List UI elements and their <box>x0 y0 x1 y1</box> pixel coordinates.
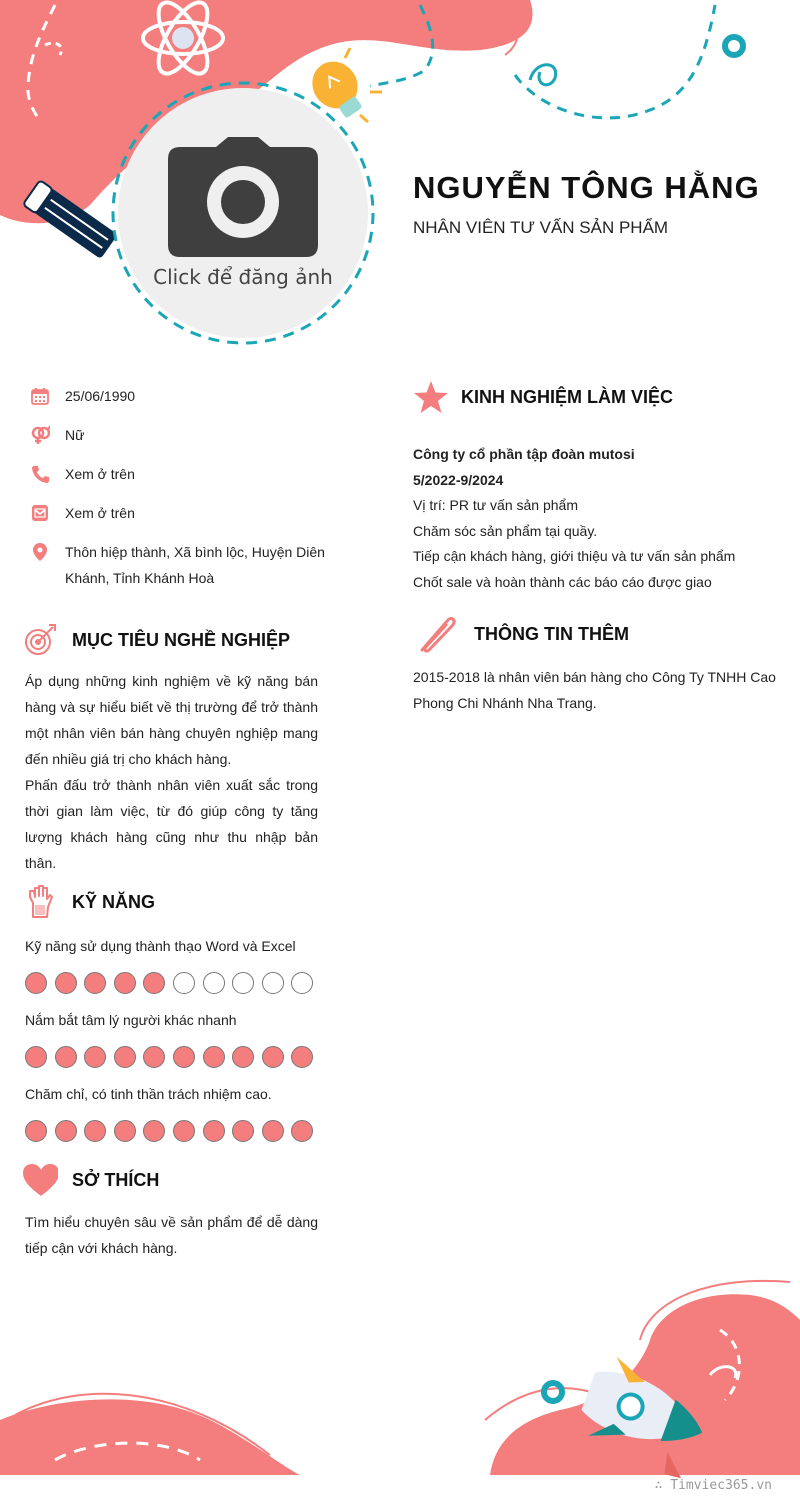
footer-decoration <box>0 1270 800 1502</box>
gender-icon <box>30 425 50 445</box>
objective-paragraph: Áp dụng những kinh nghiệm về kỹ năng bán hàng và sự hiểu biết về thị trường để trở thành một nhân viên bán hàng chuyên nghiệp mang đến nhiều giá trị cho khách hàng. <box>25 673 318 767</box>
contact-address <box>30 542 330 591</box>
objective-heading <box>22 622 290 658</box>
skill-rating-dot <box>55 972 77 994</box>
skill-rating-dot <box>84 972 106 994</box>
photo-upload[interactable] <box>118 88 368 338</box>
skill-rating-dot <box>173 972 195 994</box>
star-icon <box>413 379 449 415</box>
skill-rating-dot <box>262 1120 284 1142</box>
experience-body <box>413 442 783 595</box>
skill-rating-dot <box>114 1046 136 1068</box>
skills-heading <box>22 884 155 920</box>
skill-rating-dot <box>143 972 165 994</box>
skill-rating <box>25 1046 325 1068</box>
skill-rating-dot <box>262 972 284 994</box>
experience-line: Chăm sóc sản phẩm tại quầy. <box>413 522 598 539</box>
experience-line: Tiếp cận khách hàng, giới thiệu và tư vấn sản phẩm <box>413 548 736 564</box>
extra-heading <box>416 614 629 654</box>
location-pin-icon <box>30 542 50 562</box>
email-icon <box>30 503 50 523</box>
contact-gender <box>30 425 330 448</box>
skill-name: Kỹ năng sử dụng thành thạo Word và Excel <box>25 938 296 954</box>
skill-rating-dot <box>291 972 313 994</box>
skill-rating-dot <box>55 1046 77 1068</box>
skill-rating-dot <box>203 972 225 994</box>
skill-rating-dot <box>203 1120 225 1142</box>
gender-value: Nữ <box>65 427 85 443</box>
skill-rating-dot <box>173 1046 195 1068</box>
bottom-left-blob <box>0 1399 300 1475</box>
skill-rating-dot <box>203 1046 225 1068</box>
email-value: Xem ở trên <box>65 505 135 521</box>
photo-caption: Click để đăng ảnh <box>153 265 333 289</box>
candidate-name: NGUYỄN TÔNG HẰNG <box>413 170 760 205</box>
skill-rating-dot <box>143 1046 165 1068</box>
experience-title: KINH NGHIỆM LÀM VIỆC <box>461 386 674 407</box>
hobbies-heading <box>22 1162 159 1198</box>
contact-birthday <box>30 386 330 409</box>
skill-rating-dot <box>25 1046 47 1068</box>
target-icon <box>22 622 58 658</box>
teal-ring <box>725 37 743 55</box>
skill-rating-dot <box>143 1120 165 1142</box>
company-name: Công ty cổ phần tập đoàn mutosi <box>413 446 635 462</box>
phone-value: Xem ở trên <box>65 466 135 482</box>
skill-rating-dot <box>262 1046 284 1068</box>
skill-rating-dot <box>232 972 254 994</box>
objective-title: MỤC TIÊU NGHỀ NGHIỆP <box>72 629 291 650</box>
skill-rating <box>25 972 325 994</box>
experience-line: Vị trí: PR tư vấn sản phẩm <box>413 497 578 513</box>
skill-rating-dot <box>114 1120 136 1142</box>
objective-paragraph: Phấn đấu trở thành nhân viên xuất sắc trong thời gian làm việc, từ đó giúp công ty tăng lượng khách hàng cũng như thu nhập bản thân. <box>25 777 318 871</box>
contact-phone <box>30 464 330 487</box>
skill-rating-dot <box>173 1120 195 1142</box>
skill-rating-dot <box>114 972 136 994</box>
teal-ring <box>544 1383 562 1401</box>
contact-info <box>30 386 330 607</box>
skill-rating-dot <box>291 1046 313 1068</box>
extra-title: THÔNG TIN THÊM <box>474 623 629 644</box>
paperclip-icon <box>416 614 458 654</box>
extra-text: 2015-2018 là nhân viên bán hàng cho Công Ty TNHH Cao Phong Chi Nhánh Nha Trang. <box>413 669 776 711</box>
experience-line: Chốt sale và hoàn thành các báo cáo được giao <box>413 573 712 590</box>
watermark: ∴ Timviec365.vn <box>654 1478 772 1493</box>
raised-hand-icon <box>22 884 58 920</box>
skill-rating-dot <box>25 1120 47 1142</box>
contact-email <box>30 503 330 526</box>
skill-rating-dot <box>55 1120 77 1142</box>
skill-rating-dot <box>25 972 47 994</box>
skill-rating-dot <box>291 1120 313 1142</box>
experience-heading <box>413 379 673 415</box>
skills-list <box>25 936 325 1158</box>
work-period: 5/2022-9/2024 <box>413 471 504 488</box>
birthday-value: 25/06/1990 <box>65 388 136 404</box>
skill-rating-dot <box>84 1120 106 1142</box>
job-title: NHÂN VIÊN TƯ VẤN SẢN PHẨM <box>413 218 669 237</box>
calendar-icon <box>30 386 50 406</box>
skill-rating-dot <box>232 1120 254 1142</box>
skill-rating <box>25 1120 325 1142</box>
skill-rating-dot <box>232 1046 254 1068</box>
hobbies-text: Tìm hiểu chuyên sâu về sản phẩm để dễ dàng tiếp cận với khách hàng. <box>25 1214 318 1256</box>
phone-icon <box>30 464 50 484</box>
address-value: Thôn hiệp thành, Xã bình lộc, Huyện Diên Khánh, Tỉnh Khánh Hoà <box>65 544 325 586</box>
heart-icon <box>22 1162 58 1198</box>
objective-text <box>25 668 318 876</box>
skill-name: Chăm chỉ, có tinh thần trách nhiệm cao. <box>25 1086 272 1102</box>
hobbies-title: SỞ THÍCH <box>72 1169 160 1190</box>
skill-rating-dot <box>84 1046 106 1068</box>
camera-icon <box>166 137 320 257</box>
skill-name: Nắm bắt tâm lý người khác nhanh <box>25 1012 237 1028</box>
skills-title: KỸ NĂNG <box>72 891 156 912</box>
